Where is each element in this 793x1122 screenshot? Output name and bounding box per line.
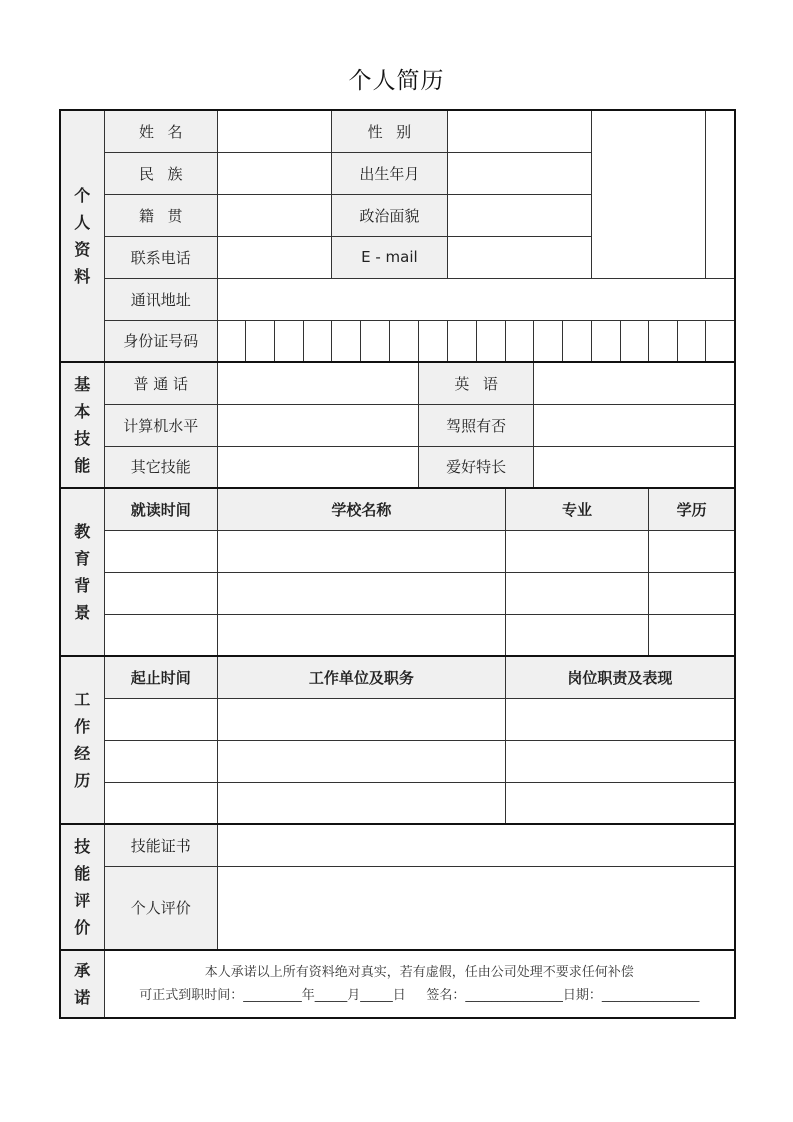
political-label: 政治面貌: [332, 194, 447, 236]
id-digit-cell[interactable]: [476, 320, 505, 362]
name-label: 姓名: [104, 110, 217, 152]
email-field[interactable]: [447, 236, 591, 278]
pledge-signature-line[interactable]: 可正式到职时间：_________年_____月_____日 签名：_______________日期：_______________: [139, 988, 700, 1003]
mandarin-field[interactable]: [217, 362, 419, 404]
photo-box[interactable]: [592, 110, 706, 278]
id-digit-cell[interactable]: [592, 320, 621, 362]
table-row: [60, 782, 735, 824]
self-evaluation-label: 个人评价: [104, 866, 217, 950]
id-digit-cell[interactable]: [390, 320, 419, 362]
address-field[interactable]: [217, 278, 735, 320]
ethnicity-label: 民族: [104, 152, 217, 194]
table-row: [60, 740, 735, 782]
work-duties-cell[interactable]: [505, 740, 735, 782]
id-digit-cell[interactable]: [217, 320, 245, 362]
name-field[interactable]: [217, 110, 331, 152]
certificate-label: 技能证书: [104, 824, 217, 866]
table-row: [60, 530, 735, 572]
license-field[interactable]: [533, 404, 735, 446]
other-skills-label: 其它技能: [104, 446, 217, 488]
mandarin-label: 普 通 话: [104, 362, 217, 404]
work-duties-cell[interactable]: [505, 698, 735, 740]
gender-label: 性别: [332, 110, 447, 152]
email-label: E - mail: [332, 236, 447, 278]
edu-period-cell[interactable]: [104, 530, 217, 572]
work-employer-cell[interactable]: [217, 782, 505, 824]
id-digit-cell[interactable]: [246, 320, 275, 362]
edu-degree-cell[interactable]: [649, 614, 735, 656]
work-header-period: 起止时间: [104, 656, 217, 698]
phone-field[interactable]: [217, 236, 331, 278]
address-label: 通讯地址: [104, 278, 217, 320]
edu-school-cell[interactable]: [217, 572, 505, 614]
id-digit-cell[interactable]: [562, 320, 591, 362]
id-digit-cell[interactable]: [649, 320, 678, 362]
self-evaluation-field[interactable]: [217, 866, 735, 950]
table-row: [60, 614, 735, 656]
table-row: [60, 698, 735, 740]
work-header-employer: 工作单位及职务: [217, 656, 505, 698]
section-personal: 个人资料: [60, 110, 104, 362]
hobby-label: 爱好特长: [419, 446, 533, 488]
work-period-cell[interactable]: [104, 782, 217, 824]
work-employer-cell[interactable]: [217, 698, 505, 740]
section-evaluation: 技能评价: [60, 824, 104, 950]
license-label: 驾照有否: [419, 404, 533, 446]
edu-school-cell[interactable]: [217, 614, 505, 656]
id-digit-cell[interactable]: [419, 320, 447, 362]
computer-level-label: 计算机水平: [104, 404, 217, 446]
gender-field[interactable]: [447, 110, 591, 152]
edu-header-period: 就读时间: [104, 488, 217, 530]
edu-period-cell[interactable]: [104, 572, 217, 614]
certificate-field[interactable]: [217, 824, 735, 866]
birth-label: 出生年月: [332, 152, 447, 194]
id-digit-cell[interactable]: [361, 320, 390, 362]
native-place-label: 籍贯: [104, 194, 217, 236]
id-digit-cell[interactable]: [332, 320, 361, 362]
pledge-statement: 本人承诺以上所有资料绝对真实，若有虚假，任由公司处理不要求任何补偿: [204, 965, 634, 980]
work-duties-cell[interactable]: [505, 782, 735, 824]
id-number-label: 身份证号码: [104, 320, 217, 362]
edu-major-cell[interactable]: [505, 572, 648, 614]
id-digit-cell[interactable]: [505, 320, 533, 362]
political-field[interactable]: [447, 194, 591, 236]
native-place-field[interactable]: [217, 194, 331, 236]
section-skills: 基本技能: [60, 362, 104, 488]
edu-header-degree: 学历: [649, 488, 735, 530]
table-row: [60, 572, 735, 614]
edu-degree-cell[interactable]: [649, 530, 735, 572]
english-field[interactable]: [533, 362, 735, 404]
id-digit-cell[interactable]: [621, 320, 649, 362]
ethnicity-field[interactable]: [217, 152, 331, 194]
edu-major-cell[interactable]: [505, 614, 648, 656]
work-period-cell[interactable]: [104, 698, 217, 740]
section-work: 工作经历: [60, 656, 104, 824]
edu-major-cell[interactable]: [505, 530, 648, 572]
edu-school-cell[interactable]: [217, 530, 505, 572]
id-digit-cell[interactable]: [275, 320, 304, 362]
work-employer-cell[interactable]: [217, 740, 505, 782]
edu-header-major: 专业: [505, 488, 648, 530]
hobby-field[interactable]: [533, 446, 735, 488]
id-digit-cell[interactable]: [706, 320, 735, 362]
section-education: 教育背景: [60, 488, 104, 656]
edu-degree-cell[interactable]: [649, 572, 735, 614]
resume-form: [59, 109, 736, 1019]
birth-field[interactable]: [447, 152, 591, 194]
other-skills-field[interactable]: [217, 446, 419, 488]
edu-period-cell[interactable]: [104, 614, 217, 656]
work-header-duties: 岗位职责及表现: [505, 656, 735, 698]
id-digit-cell[interactable]: [533, 320, 562, 362]
section-pledge: 承诺: [60, 950, 104, 1018]
computer-level-field[interactable]: [217, 404, 419, 446]
english-label: 英语: [419, 362, 533, 404]
id-digit-cell[interactable]: [447, 320, 476, 362]
work-period-cell[interactable]: [104, 740, 217, 782]
edu-header-school: 学校名称: [217, 488, 505, 530]
id-digit-cell[interactable]: [304, 320, 332, 362]
phone-label: 联系电话: [104, 236, 217, 278]
page-title: 个人简历: [348, 68, 445, 94]
pledge-box: [104, 950, 735, 1018]
id-digit-cell[interactable]: [678, 320, 706, 362]
